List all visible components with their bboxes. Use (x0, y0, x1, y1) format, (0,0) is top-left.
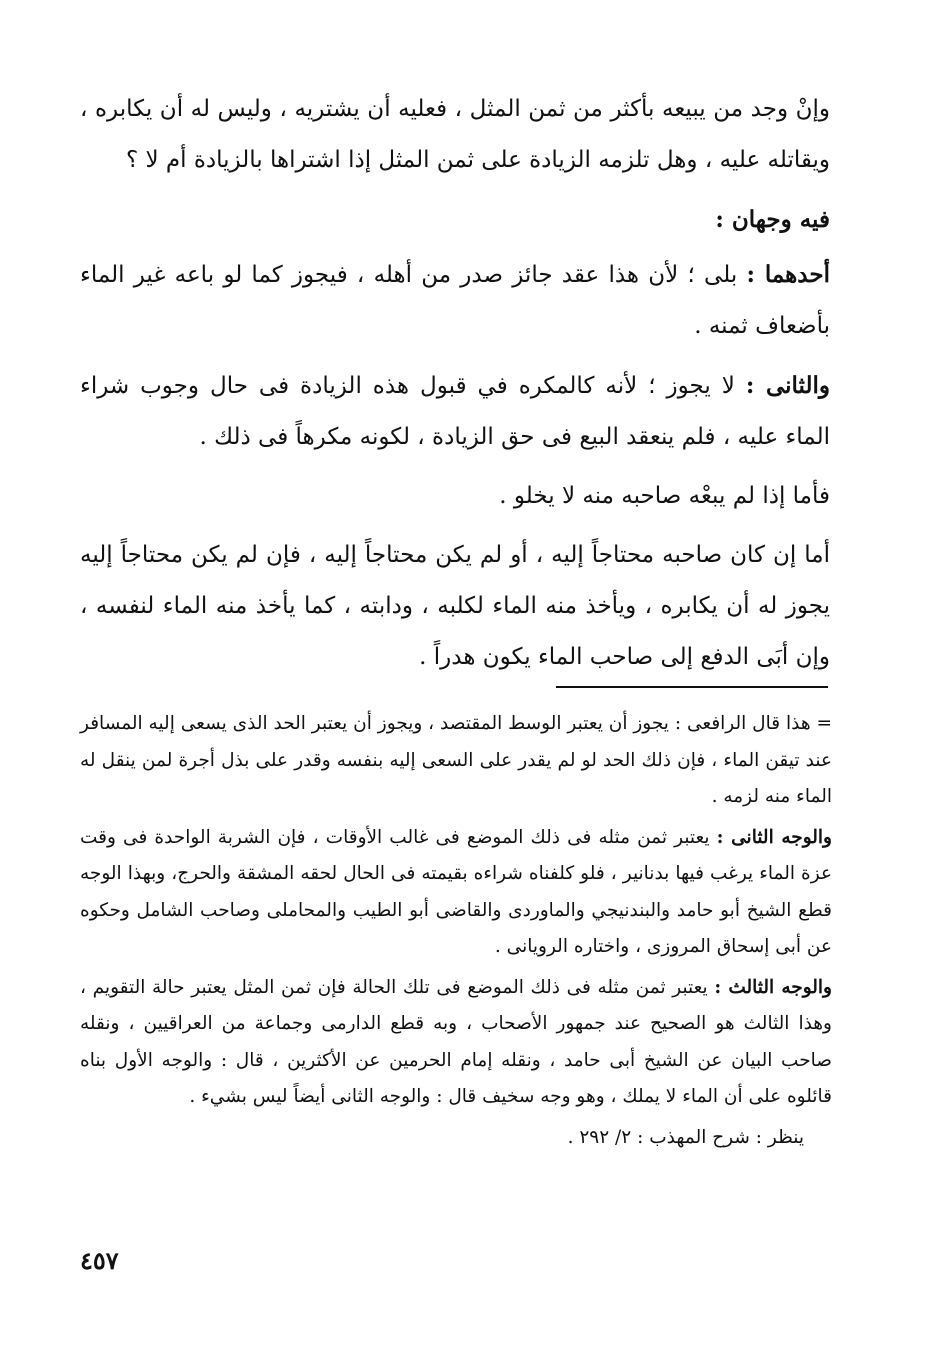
footnote-1: = هذا قال الرافعى : يجوز أن يعتبر الوسط المقتصد ، ويجوز أن يعتبر الحد الذى يسعى إليه المسافر عند تيقن الماء ، فإن ذلك الحد لو لم يقدر على السعى إليه بنفسه وقدر على بذل أجرة لمن ينقل له الماء منه لزمه . (80, 713, 832, 807)
paragraph-5: أما إن كان صاحبه محتاجاً إليه ، أو لم يكن محتاجاً إليه ، فإن لم يكن محتاجاً إليه يجوز له أن يكابره ، ويأخذ منه الماء لكلبه ، ودابته ، كما يأخذ منه الماء لنفسه ، وإن أبَى الدفع إلى صاحب الماء يكون هدراً . (80, 542, 830, 670)
footnote-2-lead: والوجه الثانى : (716, 826, 832, 848)
footnote-3 (80, 970, 832, 1116)
paragraph-2 (80, 249, 830, 352)
paragraph-4: فأما إذا لم يبعْه صاحبه منه لا يخلو . (499, 483, 830, 509)
footnote-reference: ينظر : شرح المهذب : ٢/ ٢٩٢ . (567, 1126, 804, 1148)
paragraph-3 (80, 360, 830, 463)
footnote-2 (80, 820, 832, 966)
paragraph-2-lead: أحدهما : (746, 261, 830, 288)
section-heading: فيه وجهان : (715, 206, 830, 233)
paragraph-3-text: لا يجوز ؛ لأنه كالمكره في قبول هذه الزيادة فى حال وجوب شراء الماء عليه ، فلم ينعقد البيع فى حق الزيادة ، لكونه مكرهاً فى ذلك . (80, 373, 830, 450)
paragraph-1: وإنْ وجد من يبيعه بأكثر من ثمن المثل ، فعليه أن يشتريه ، وليس له أن يكابره ، ويقاتله عليه ، وهل تلزمه الزيادة على ثمن المثل إذا اشتراها بالزيادة أم لا ؟ (80, 96, 830, 173)
paragraph-2-text: بلى ؛ لأن هذا عقد جائز صدر من أهله ، فيجوز كما لو باعه غير الماء بأضعاف ثمنه . (80, 262, 830, 339)
footnotes (80, 706, 832, 1160)
paragraph-3-lead: والثانى : (745, 372, 831, 399)
footnote-3-text: يعتبر ثمن مثله فى ذلك الموضع فى تلك الحالة فإن ثمن المثل يعتبر حالة التقويم ، وهذا الثالث هو الصحيح عند جمهور الأصحاب ، وبه قطع الدارمى وجماعة من العراقيين ، ونقله صاحب البيان عن الشيخ أبى حامد ، ونقله إمام الحرمين عن الأكثرين ، قال : والوجه الأول بناه قائلوه على أن الماء لا يملك ، وهو وجه سخيف قال : والوجه الثانى أيضاً ليس بشيء . (80, 976, 832, 1107)
footnote-3-lead: والوجه الثالث : (714, 976, 832, 998)
main-text (80, 84, 830, 691)
footnote-2-text: يعتبر ثمن مثله فى ذلك الموضع فى غالب الأوقات ، فإن الشربة الواحدة فى وقت عزة الماء يرغب فيها بدنانير ، فلو كلفناه شراءه بقيمته فى الحال لحقه المشقة والحرج، وبهذا الوجه قطع الشيخ أبو حامد والبندنيجي والماوردى والقاضى أبو الطيب والمحاملى وصاحب الشامل وحكوه عن أبى إسحاق المروزى ، واختاره الرويانى . (80, 826, 832, 957)
footnote-divider (556, 686, 828, 688)
page-number: ٤٥٧ (80, 1246, 119, 1275)
